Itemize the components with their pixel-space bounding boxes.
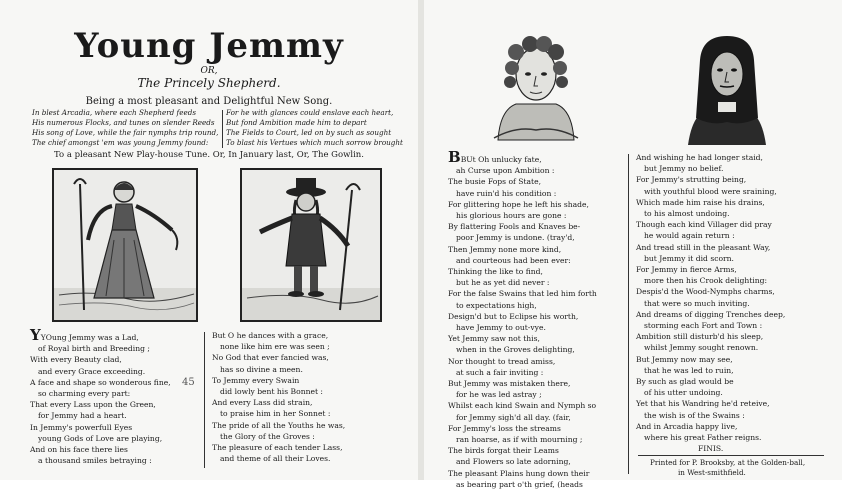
verse-line: But O he dances with a grace, xyxy=(212,331,329,340)
verse-line: Design'd but to Eclipse his worth, xyxy=(448,311,579,321)
verse-line: That every Lass upon the Green, xyxy=(30,400,156,410)
ballad-subtitle: The Princely Shepherd. xyxy=(137,76,281,90)
verse-line: but he as yet did never : xyxy=(456,278,550,288)
verse-line: For the false Swains that led him forth xyxy=(448,289,597,299)
ballad-title: Young Jemmy xyxy=(74,26,344,66)
printer-line: Printed for P. Brooksby, at the Golden-ball, xyxy=(650,458,806,467)
verse-line: ah Curse upon Ambition : xyxy=(456,166,555,176)
verse-line: For Jemmy's loss the streams xyxy=(448,423,561,433)
verse-line: for Jemmy sigh'd all day. (fair, xyxy=(456,412,571,422)
finis: FINIS. xyxy=(698,444,724,454)
verse-line: Then Jemmy none more kind, xyxy=(448,244,562,254)
woodcut-lady-frame xyxy=(52,168,198,322)
portrait-man xyxy=(682,30,772,145)
verse-line: that he was led to ruin, xyxy=(644,365,734,375)
verse-line: For glittering hope he left his shade, xyxy=(448,199,589,209)
verse-line: of his utter undoing. xyxy=(644,388,723,398)
verse-line: for he was led astray ; xyxy=(456,390,542,400)
verse-line: A face and shape so wonderous fine, xyxy=(30,377,171,387)
intro-divider xyxy=(222,110,223,148)
verse-line: Despis'd the Wood-Nymphs charms, xyxy=(636,287,775,297)
intro-right-column xyxy=(226,108,403,148)
margin-note: 45 xyxy=(182,377,195,388)
drop-cap: B xyxy=(448,148,461,166)
left-page xyxy=(0,0,418,480)
tune-line: To a pleasant New Play-house Tune. Or, In January last, Or, The Gowlin. xyxy=(54,150,364,160)
verse-line: storming each Fort and Town : xyxy=(644,321,763,331)
verse-column-1 xyxy=(30,326,171,466)
verse-line: By flattering Fools and Knaves be- xyxy=(448,222,581,232)
verse-line: and Flowers so late adorning, xyxy=(456,457,571,467)
column-divider xyxy=(204,332,205,468)
verse-line: have ruin'd his condition : xyxy=(456,188,557,198)
verse-line: Though each kind Villager did pray xyxy=(636,220,772,230)
verse-line: And in Arcadia happy live, xyxy=(636,421,738,431)
verse-line: No God that ever fancied was, xyxy=(212,353,329,363)
verse-line: the wish is of the Swains : xyxy=(644,410,745,420)
verse-line: And tread still in the pleasant Way, xyxy=(636,242,771,252)
intro-line: To blast his Vertues which much sorrow brought xyxy=(226,138,403,147)
verse-line: For Jemmy's strutting being, xyxy=(636,175,747,185)
verse-line: but Jemmy it did scorn. xyxy=(644,253,734,263)
verse-line: And wishing he had longer staid, xyxy=(636,153,763,162)
verse-line: Yet that his Wandring he'd reteive, xyxy=(636,399,770,409)
verse-line: Ambition still disturb'd his sleep, xyxy=(636,332,764,342)
intro-line: His song of Love, while the fair nymphs trip round, xyxy=(32,128,219,137)
intro-line: The chief amongst 'em was young Jemmy found: xyxy=(32,138,209,147)
verse-line: Which made him raise his drains, xyxy=(636,197,765,207)
verse-line: In Jemmy's powerfull Eyes xyxy=(30,422,133,432)
verse-line: whilst Jemmy sought renown. xyxy=(644,343,759,353)
title-or: OR, xyxy=(200,66,218,76)
intro-line: In blest Arcadia, where each Shepherd feeds xyxy=(32,108,197,117)
verse-line: for Jemmy had a heart. xyxy=(38,411,127,421)
verse-line: ran hoarse, as if with mourning ; xyxy=(456,435,583,445)
verse-line: to expectations high, xyxy=(456,300,537,310)
intro-line: But fond Ambition made him to depart xyxy=(226,118,367,127)
woodcut-lady-image xyxy=(54,170,196,320)
verse-line: For Jemmy in fierce Arms, xyxy=(636,265,737,275)
verse-line: but Jemmy no belief. xyxy=(644,164,724,174)
verse-line: But Jemmy now may see, xyxy=(636,354,733,364)
verse-line: where his great Father reigns. xyxy=(644,433,762,443)
verse-line: Yet Jemmy saw not this, xyxy=(448,334,540,344)
verse-line: Nor thought to tread amiss, xyxy=(448,356,556,366)
verse-line-text: YOung Jemmy was a Lad, xyxy=(40,333,139,342)
ballad-description: Being a most pleasant and Delightful New Song. xyxy=(85,96,333,107)
printer-rule xyxy=(638,455,824,456)
verse-line: that were so much inviting. xyxy=(644,298,750,308)
verse-line: But Jemmy was mistaken there, xyxy=(448,379,571,389)
verse-column-3 xyxy=(448,148,597,490)
verse-line: To Jemmy every Swain xyxy=(212,375,300,385)
verse-line: his glorious hours are gone : xyxy=(456,211,567,221)
verse-line xyxy=(448,148,597,166)
intro-line: His numerous Flocks, and tunes on slender Reeds xyxy=(32,118,215,127)
verse-line: And dreams of digging Trenches deep, xyxy=(636,309,786,319)
verse-line: with youthful blood were sraining, xyxy=(644,186,777,196)
portrait-woman-image xyxy=(486,30,586,140)
verse-line: and every Grace exceeding. xyxy=(38,366,146,376)
verse-line: and courteous had been ever: xyxy=(456,255,571,265)
verse-line: The pleasant Plains hung down their xyxy=(448,468,590,478)
verse-line: of Royal birth and Breeding ; xyxy=(38,344,150,354)
verse-line: Thinking the like to find, xyxy=(448,267,543,277)
verse-line: the Glory of the Groves : xyxy=(220,431,315,441)
verse-line: to his almost undoing. xyxy=(644,209,730,219)
portrait-man-image xyxy=(682,30,772,145)
verse-line: to praise him in her Sonnet : xyxy=(220,409,331,419)
verse-line: have Jemmy to out-vye. xyxy=(456,323,546,333)
verse-line: has so divine a meen. xyxy=(220,364,303,374)
verse-line: so charming every part: xyxy=(38,389,131,399)
verse-line-text: BUt Oh unlucky fate, xyxy=(460,155,542,164)
intro-line: The Fields to Court, led on by such as sought xyxy=(226,128,392,137)
verse-line: With every Beauty clad, xyxy=(30,355,122,365)
right-page xyxy=(424,0,842,489)
intro-left-column xyxy=(32,108,218,148)
portrait-woman xyxy=(486,30,586,140)
verse-line: By such as glad would be xyxy=(636,377,734,387)
verse-line: a thousand smiles betraying : xyxy=(38,456,152,466)
verse-line: And on his face there lies xyxy=(30,445,128,455)
verse-line: none like him ere was seen ; xyxy=(220,342,330,352)
verse-line: and theme of all their Loves. xyxy=(220,454,331,464)
verse-column-2 xyxy=(212,330,345,464)
verse-line: he would again return : xyxy=(644,231,735,241)
verse-line: young Gods of Love are playing, xyxy=(38,433,163,443)
verse-line xyxy=(30,326,171,344)
woodcut-shepherd-frame xyxy=(240,168,382,322)
verse-line: more then his Crook delighting: xyxy=(644,276,768,286)
verse-line: The busie Fops of State, xyxy=(448,177,541,187)
printer-line: in West-smithfield. xyxy=(678,468,746,477)
verse-line: The pleasure of each tender Lass, xyxy=(212,443,343,453)
verse-line: when in the Groves delighting, xyxy=(456,345,575,355)
verse-line: And every Lass did strain, xyxy=(212,398,313,408)
woodcut-shepherd-image xyxy=(242,170,380,320)
verse-line: at such a fair inviting : xyxy=(456,367,544,377)
verse-line: Whilst each kind Swain and Nymph so xyxy=(448,401,597,411)
verse-line: The pride of all the Youths he was, xyxy=(212,420,346,430)
verse-line: The birds forgat their Leams xyxy=(448,446,559,456)
verse-line: as bearing part o'th grief, (heads xyxy=(456,479,583,489)
drop-cap: Y xyxy=(30,326,41,344)
printer-imprint xyxy=(650,458,805,478)
verse-line: poor Jemmy is undone. (tray'd, xyxy=(456,233,575,243)
intro-line: For he with glances could enslave each heart, xyxy=(226,108,394,117)
verse-line: did lowly bent his Bonnet : xyxy=(220,387,323,397)
verse-column-4 xyxy=(636,152,785,454)
column-divider xyxy=(628,154,629,474)
